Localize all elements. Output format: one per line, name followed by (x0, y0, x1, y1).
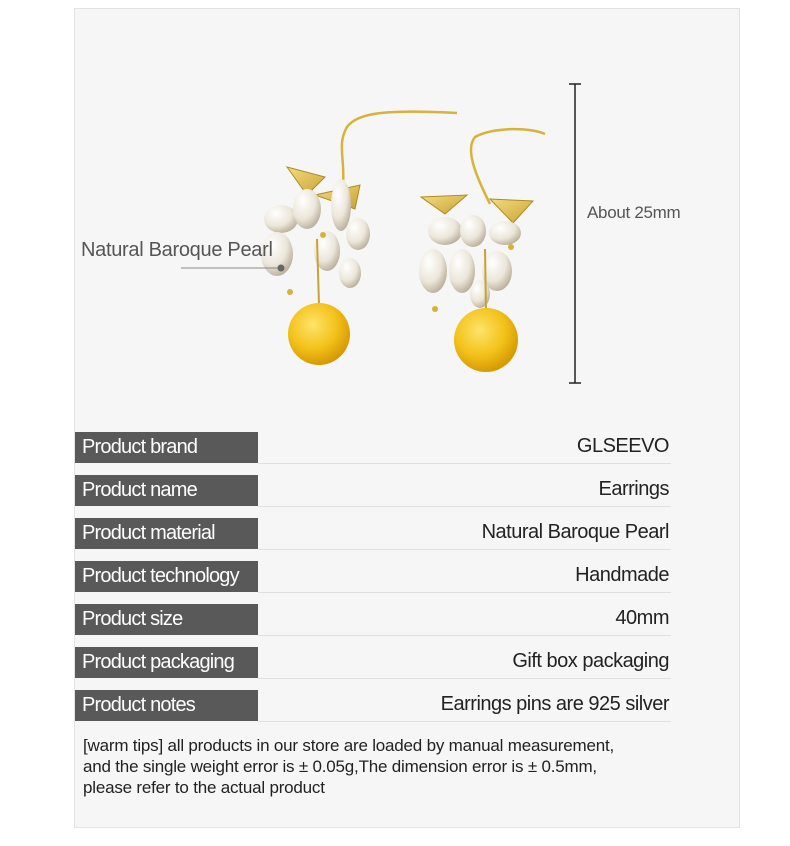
spec-row-material (75, 517, 671, 560)
spec-row-notes (75, 689, 671, 732)
spec-row-size (75, 603, 671, 646)
row-divider (258, 549, 671, 550)
spec-label: Product name (75, 475, 258, 506)
spec-value: Natural Baroque Pearl (481, 521, 669, 543)
spec-row-packaging (75, 646, 671, 689)
pearl-annotation-label: Natural Baroque Pearl (81, 239, 273, 261)
spec-label: Product technology (75, 561, 258, 592)
right-earring (419, 129, 545, 372)
spec-value: Earrings pins are 925 silver (440, 693, 669, 715)
warm-tips-line: and the single weight error is ± 0.05g,The dimension error is ± 0.5mm, (83, 757, 597, 776)
spec-value: Handmade (575, 564, 669, 586)
spec-row-brand (75, 431, 671, 474)
size-indicator (569, 84, 581, 383)
row-divider (258, 635, 671, 636)
spec-label: Product notes (75, 690, 258, 721)
product-detail-card (74, 8, 740, 828)
spec-value: Earrings (598, 478, 669, 500)
row-divider (258, 592, 671, 593)
product-photo (75, 9, 741, 419)
warm-tips-line: [warm tips] all products in our store are loaded by manual measurement, (83, 736, 615, 755)
spec-label: Product brand (75, 432, 258, 463)
row-divider (258, 721, 671, 722)
spec-value: GLSEEVO (576, 435, 669, 457)
row-divider (258, 678, 671, 679)
warm-tips (83, 735, 683, 798)
spec-row-name (75, 474, 671, 517)
left-earring (261, 112, 457, 365)
spec-value: Gift box packaging (512, 650, 669, 672)
warm-tips-line: please refer to the actual product (83, 778, 325, 797)
spec-label: Product material (75, 518, 258, 549)
spec-label: Product packaging (75, 647, 258, 678)
spec-row-technology (75, 560, 671, 603)
row-divider (258, 463, 671, 464)
spec-label: Product size (75, 604, 258, 635)
spec-table (75, 431, 671, 732)
size-annotation-label: About 25mm (587, 203, 681, 222)
row-divider (258, 506, 671, 507)
spec-value: 40mm (615, 607, 669, 629)
